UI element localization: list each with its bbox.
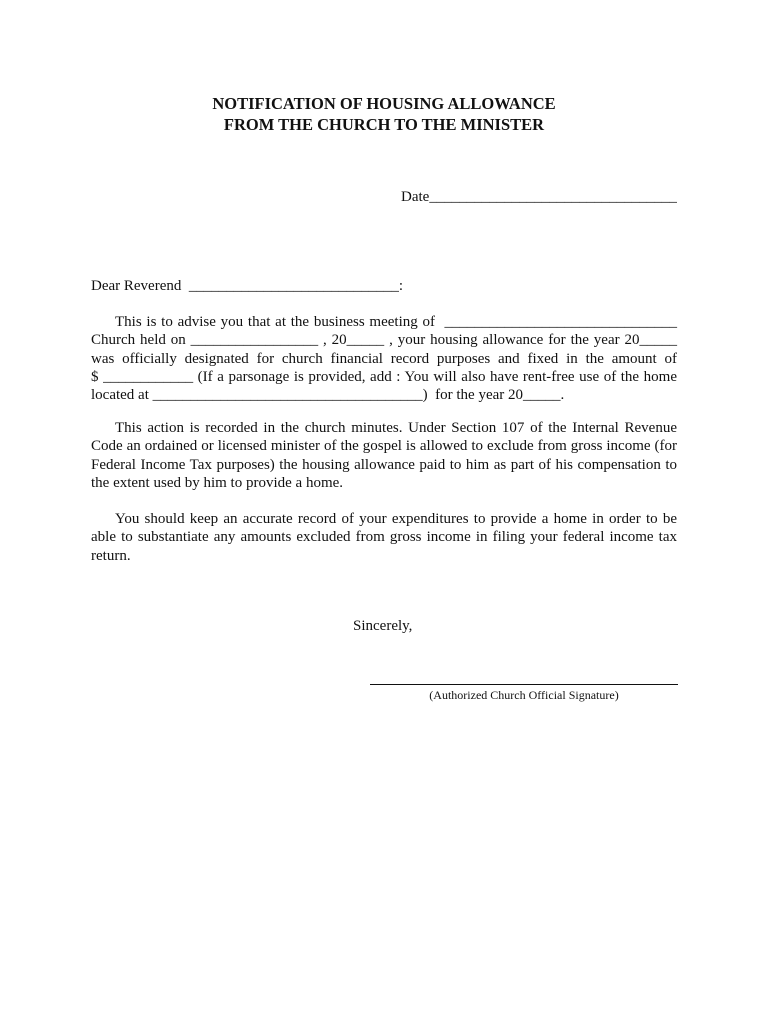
signature-caption: (Authorized Church Official Signature) xyxy=(429,688,619,702)
paragraph-line: Code an ordained or licensed minister of the gospel is allowed to exclude from gross income (for xyxy=(91,438,677,455)
closing: Sincerely, xyxy=(353,618,413,634)
paragraph-line: located at ____________________________________) for the year 20_____. xyxy=(91,387,565,404)
date-field-line: Date_________________________________ xyxy=(401,189,677,205)
salutation: Dear Reverend ____________________________: xyxy=(91,278,404,294)
paragraph-line: This is to advise you that at the business meeting of _______________________________ xyxy=(115,314,677,330)
paragraph-line: You should keep an accurate record of your expenditures to provide a home in order to be xyxy=(115,511,677,527)
paragraph-line: was officially designated for church financial record purposes and fixed in the amount of xyxy=(91,350,677,367)
paragraph-line: This action is recorded in the church minutes. Under Section 107 of the Internal Revenue xyxy=(115,420,677,436)
paragraph-line: able to substantiate any amounts excluded from gross income in filing your federal income tax xyxy=(91,529,677,546)
paragraph-line: $ ____________ (If a parsonage is provided, add : You will also have rent-free use of the home xyxy=(91,368,677,385)
document-title xyxy=(0,93,768,135)
paragraph-line: return. xyxy=(91,547,131,564)
paragraph-line: the extent used by him to provide a home. xyxy=(91,474,344,491)
paragraph-line: Church held on _________________ , 20_____ , your housing allowance for the year 20_____ xyxy=(91,332,677,349)
signature-line xyxy=(370,684,678,685)
paragraph-housing-allowance xyxy=(91,313,677,404)
title-line-1: NOTIFICATION OF HOUSING ALLOWANCE xyxy=(212,94,556,113)
paragraph-section-107 xyxy=(91,419,677,492)
paragraph-line: Federal Income Tax purposes) the housing allowance paid to him as part of his compensation to xyxy=(91,456,677,473)
paragraph-record-keeping xyxy=(91,510,677,565)
title-line-2: FROM THE CHURCH TO THE MINISTER xyxy=(223,115,545,134)
